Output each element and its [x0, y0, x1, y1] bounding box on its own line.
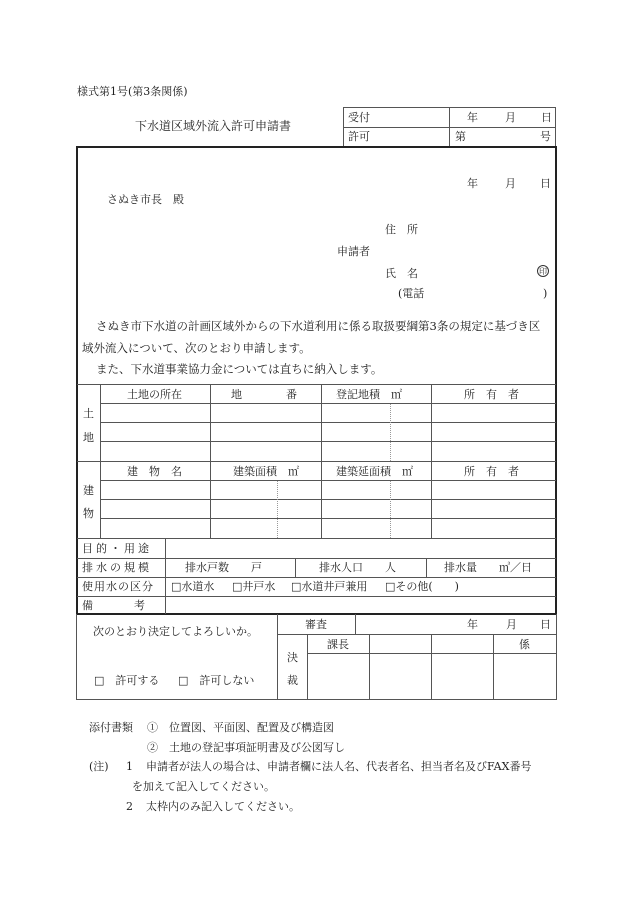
body-line-3: また、下水道事業協力金については直ちに納入します。: [96, 362, 383, 376]
received-month: 月: [505, 111, 516, 124]
review-month: 月: [506, 618, 517, 631]
scale-label: 排水の規模: [82, 561, 152, 574]
water-option-other[interactable]: □その他( ): [385, 580, 459, 593]
approval-label-1: 決: [287, 651, 298, 664]
note-2-number: 2: [126, 800, 133, 813]
received-day: 日: [541, 111, 552, 124]
application-day: 日: [540, 177, 551, 190]
purpose-label: 目的・用途: [82, 542, 152, 555]
water-option-well[interactable]: □井戸水: [232, 580, 276, 593]
note-1-line-1: 申請者が法人の場合は、申請者欄に法人名、代表者名、担当者名及びFAX番号: [146, 760, 532, 773]
review-year: 年: [467, 618, 478, 631]
applicant-label: 申請者: [337, 245, 370, 258]
building-header-name: 建 物 名: [127, 465, 182, 478]
decision-question: 次のとおり決定してよろしいか。: [93, 625, 258, 638]
scale-households: 排水戸数 戸: [185, 561, 262, 574]
scale-volume: 排水量 ㎥／日: [444, 561, 532, 574]
land-side-label-1: 土: [83, 407, 94, 420]
received-label: 受付: [348, 111, 370, 124]
water-option-both[interactable]: □水道井戸兼用: [291, 580, 368, 593]
phone-open: (電話: [398, 287, 425, 300]
note-1-number: 1: [126, 760, 133, 773]
page-title: 下水道区域外流入許可申請書: [135, 119, 292, 133]
phone-close: ): [543, 287, 548, 300]
application-year: 年: [467, 177, 478, 190]
water-option-tap[interactable]: □水道水: [171, 580, 215, 593]
water-label: 使用水の区分: [82, 580, 154, 593]
approval-label-2: 裁: [287, 674, 298, 687]
attachment-2: ② 土地の登記事項証明書及び公図写し: [147, 741, 345, 754]
remarks-label: 備 考: [82, 599, 147, 612]
permit-no-suffix: 号: [540, 130, 551, 143]
staff-label: 係: [519, 638, 530, 651]
note-1-line-2: を加えて記入してください。: [132, 780, 275, 793]
permit-label: 許可: [348, 130, 370, 143]
attachments-label: 添付書類: [89, 721, 133, 734]
land-header-location: 土地の所在: [127, 388, 182, 401]
land-header-owner: 所 有 者: [464, 388, 519, 401]
name-label: 氏 名: [385, 267, 418, 280]
review-day: 日: [540, 618, 551, 631]
land-header-lot-number: 地 番: [231, 388, 297, 401]
building-header-total-area: 建築延面積 ㎡: [336, 465, 413, 478]
scale-population: 排水人口 人: [319, 561, 396, 574]
note-label: (注): [89, 760, 109, 773]
building-side-label-1: 建: [83, 484, 94, 497]
received-year: 年: [467, 111, 478, 124]
reject-checkbox[interactable]: □ 許可しない: [178, 674, 255, 687]
form-number: 様式第1号(第3条関係): [77, 85, 188, 98]
attachment-1: ① 位置図、平面図、配置及び構造図: [147, 721, 334, 734]
address-label: 住 所: [385, 223, 418, 236]
land-header-area: 登記地積 ㎡: [336, 388, 402, 401]
section-chief-label: 課長: [327, 638, 349, 651]
application-month: 月: [505, 177, 516, 190]
body-line-1: さぬき市下水道の計画区域外からの下水道利用に係る取扱要綱第3条の規定に基づき区: [96, 319, 541, 333]
building-side-label-2: 物: [83, 507, 94, 520]
approve-checkbox[interactable]: □ 許可する: [94, 674, 160, 687]
review-label: 審査: [305, 618, 327, 631]
building-header-owner: 所 有 者: [464, 465, 519, 478]
body-line-2: 域外流入について、次のとおり申請します。: [82, 341, 311, 355]
permit-no-prefix: 第: [455, 130, 466, 143]
seal-icon: 印: [539, 267, 547, 276]
note-2: 太枠内のみ記入してください。: [146, 800, 300, 813]
land-side-label-2: 地: [83, 431, 94, 444]
addressee: さぬき市長 殿: [107, 193, 184, 206]
building-header-area: 建築面積 ㎡: [233, 465, 299, 478]
